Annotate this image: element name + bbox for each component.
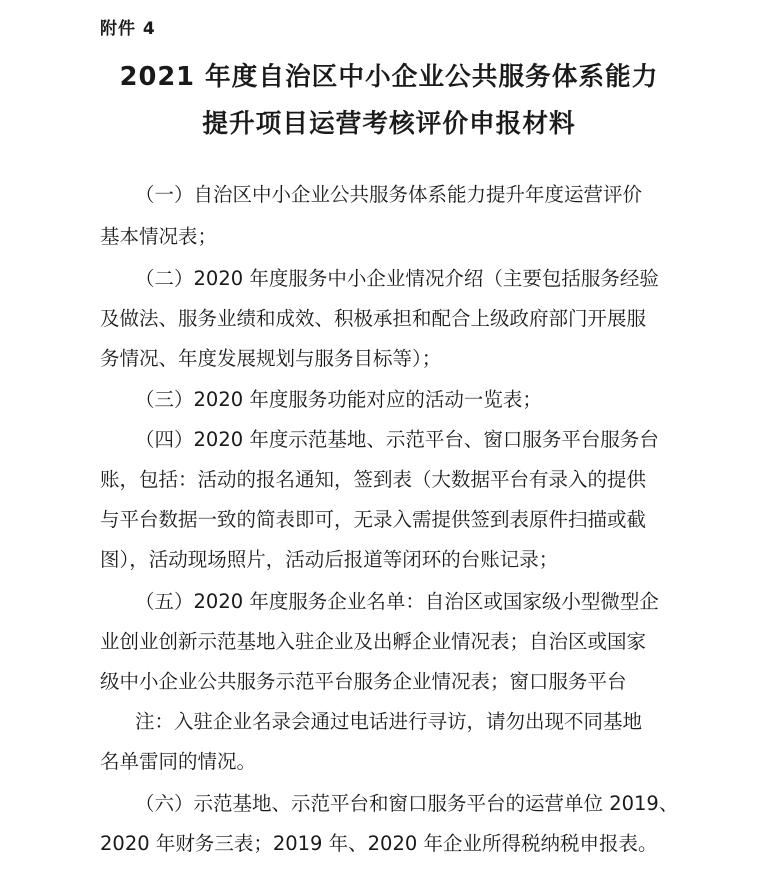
paragraph-1-line-2: 基本情况表；	[100, 225, 218, 248]
note-line-1: 注：入驻企业名录会通过电话进行寻访，请勿出现不同基地	[135, 710, 643, 733]
paragraph-2-line-1: （二）2020 年度服务中小企业情况介绍（主要包括服务经验	[135, 267, 659, 290]
paragraph-6-line-2: 2020 年财务三表；2019 年、2020 年企业所得税纳税申报表。	[100, 832, 658, 855]
attachment-label: 附件 4	[100, 19, 156, 39]
paragraph-6-line-1: （六）示范基地、示范平台和窗口服务平台的运营单位 2019、	[135, 792, 679, 815]
paragraph-4-line-2: 账，包括：活动的报名通知，签到表（大数据平台有录入的提供	[100, 468, 647, 491]
paragraph-4-line-1: （四）2020 年度示范基地、示范平台、窗口服务平台服务台	[135, 428, 659, 451]
paragraph-5-line-1: （五）2020 年度服务企业名单：自治区或国家级小型微型企	[135, 590, 659, 613]
paragraph-2-line-3: 务情况、年度发展规划与服务目标等）；	[100, 347, 442, 370]
paragraph-3-line-1: （三）2020 年度服务功能对应的活动一览表；	[135, 388, 542, 411]
document-title-line-1: 2021 年度自治区中小企业公共服务体系能力	[119, 62, 659, 92]
paragraph-4-line-4: 图），活动现场照片，活动后报道等闭环的台账记录；	[100, 548, 559, 571]
paragraph-1-line-1: （一）自治区中小企业公共服务体系能力提升年度运营评价	[135, 183, 643, 206]
paragraph-2-line-2: 及做法、服务业绩和成效、积极承担和配合上级政府部门开展服	[100, 307, 647, 330]
paragraph-5-line-2: 业创业创新示范基地入驻企业及出孵企业情况表；自治区或国家	[100, 630, 647, 653]
paragraph-5-line-3: 级中小企业公共服务示范平台服务企业情况表；窗口服务平台	[100, 670, 627, 693]
document-title-line-2: 提升项目运营考核评价申报材料	[202, 109, 576, 139]
note-line-2: 名单雷同的情况。	[100, 750, 257, 773]
paragraph-4-line-3: 与平台数据一致的简表即可，无录入需提供签到表原件扫描或截	[100, 508, 647, 531]
